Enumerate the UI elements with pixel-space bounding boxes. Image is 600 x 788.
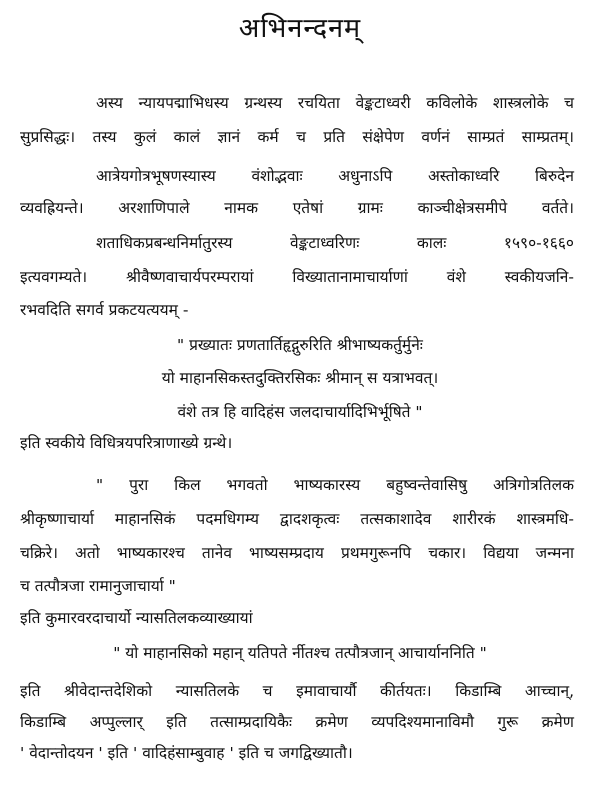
verse-line-3: वंशे तत्र हि वादिहंस जलदाचार्यादिभिर्भूषिते "	[177, 403, 423, 421]
second-verse-line: " यो माहानसिको महान् यतिपते र्नीतश्च तत्पौत्रजान् आचार्याननिति "	[113, 644, 487, 662]
page-title: अभिनन्दनम्	[238, 13, 362, 44]
verse-source-line: इति स्वकीये विधित्रयपरित्राणाख्ये ग्रन्थे।	[20, 434, 233, 452]
paragraph-3-line-2: इत्यवगम्यते। श्रीवैष्णवाचार्यपरम्परायां विख्यातानामाचार्याणां वंशे स्वकीयजनि-	[20, 268, 574, 286]
paragraph-2-line-1: आत्रेयगोत्रभूषणस्यास्य वंशोद्भवाः अधुनाऽपि अस्तोकाध्वरि बिरुदेन	[96, 167, 574, 185]
verse-line-1: " प्रख्यातः प्रणतार्तिहृद्गुरुरिति श्रीभाष्यकर्तुर्मुनेः	[177, 336, 423, 354]
verse-line-2: यो माहानसिकस्तदुक्तिरसिकः श्रीमान् स यत्राभवत्।	[161, 369, 439, 387]
closing-line-1: इति श्रीवेदान्तदेशिको न्यासतिलके च इमावाचार्यौ कीर्तयतः। किडाम्बि आच्चान्,	[20, 682, 574, 700]
quote-source-line: इति कुमारवरदाचार्यो न्यासतिलकव्याख्यायां	[20, 609, 253, 627]
paragraph-1-line-1: अस्य न्यायपद्माभिधस्य ग्रन्थस्य रचयिता वेङ्कटाध्वरी कविलोके शास्त्रलोके च	[96, 94, 574, 112]
closing-line-2: किडाम्बि अप्पुल्लार् इति तत्साम्प्रदायिकैः क्रमेण व्यपदिश्यमानाविमौ गुरू क्रमेण	[20, 713, 574, 731]
paragraph-3-line-3: रभवदिति सगर्व प्रकटयत्ययम् -	[20, 301, 189, 319]
quote-line-1: " पुरा किल भगवतो भाष्यकारस्य बहुष्वन्तेवासिषु अत्रिगोत्रतिलक	[96, 476, 574, 494]
closing-line-3: ' वेदान्तोदयन ' इति ' वादिहंसाम्बुवाह ' इति च जगद्विख्यातौ।	[20, 744, 353, 762]
quote-line-2: श्रीकृष्णाचार्या माहानसिकं पदमधिगम्य द्वादशकृत्वः तत्सकाशादेव शारीरकं शास्त्रमधि-	[20, 510, 574, 528]
paragraph-3-line-1: शताधिकप्रबन्धनिर्मातुरस्य वेङ्कटाध्वरिणः कालः १५९०-१६६०	[96, 234, 574, 252]
paragraph-2-line-2: व्यवह्रियन्ते। अरशाणिपाले नामक एतेषां ग्रामः काञ्चीक्षेत्रसमीपे वर्तते।	[20, 199, 574, 217]
paragraph-1-line-2: सुप्रसिद्धः। तस्य कुलं कालं ज्ञानं कर्म च प्रति संक्षेपेण वर्णनं साम्प्रतं साम्प्रतम्।	[20, 128, 574, 146]
quote-line-4: च तत्पौत्रजा रामानुजाचार्या "	[20, 577, 176, 595]
quote-line-3: चक्रिरे। अतो भाष्यकारश्च तानेव भाष्यसम्प्रदाय प्रथमगुरूनपि चकार। विद्यया जन्मना	[20, 544, 574, 562]
